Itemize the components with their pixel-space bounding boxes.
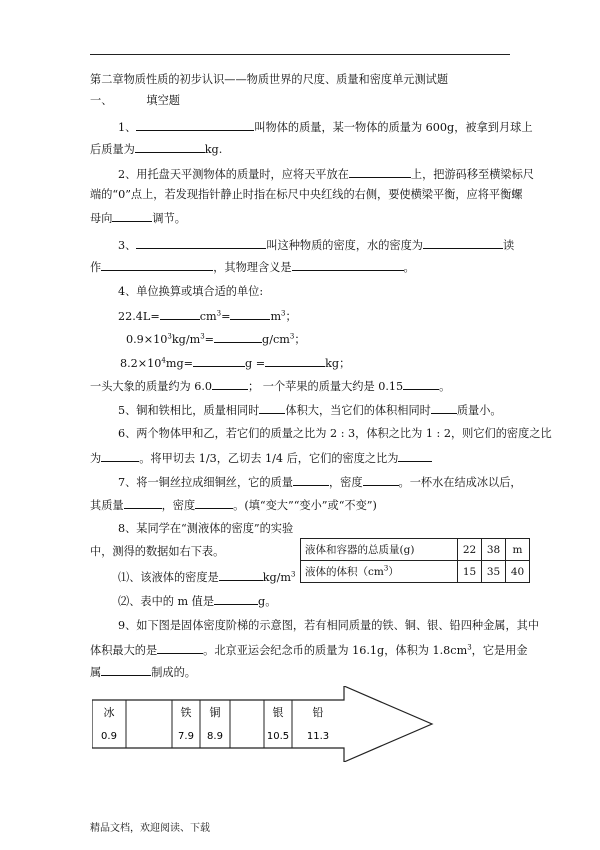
q7-line2: 其质量 ，密度 。(填“变大”“变小”或“不变”) xyxy=(90,499,377,512)
q4-intro: 4、单位换算或填合适的单位: xyxy=(118,285,264,298)
table-cell: 液体的体积$(cm^3)$ xyxy=(301,561,458,583)
q4-blank-a1[interactable] xyxy=(160,308,200,320)
table-cell: m xyxy=(506,539,530,561)
q1-line1: 1、 叫物体的质量，某一物体的质量为 600g，被拿到月球上 xyxy=(118,121,533,134)
table-cell: 38 xyxy=(482,539,506,561)
q2-line2: 端的“0”点上，若发现指针静止时指在标尺中央红线的右侧，要使横梁平衡，应将平衡螺 xyxy=(90,188,523,201)
q7-blank3[interactable] xyxy=(124,497,162,509)
q7-blank4[interactable] xyxy=(195,497,233,509)
q9-blank2[interactable] xyxy=(101,664,151,676)
q5-blank1[interactable] xyxy=(259,402,285,414)
table-cell: 22 xyxy=(458,539,482,561)
q8-blank2[interactable] xyxy=(214,593,258,605)
q4-blank-c1[interactable] xyxy=(193,355,245,367)
q1-blank1[interactable] xyxy=(136,119,254,131)
ladder-cells xyxy=(101,700,329,748)
q6-line2: 为 。将甲切去 1/3，乙切去 1/4 后，它们的密度之比为 xyxy=(90,450,432,466)
ladder-density-value: 7.9 xyxy=(178,731,194,742)
q4-blank-a2[interactable] xyxy=(230,308,270,320)
q3-blank2[interactable] xyxy=(423,237,503,249)
header-rule xyxy=(90,54,510,55)
section-heading xyxy=(90,94,180,108)
q9-blank1[interactable] xyxy=(157,642,203,654)
q4-blank-d2[interactable] xyxy=(403,378,439,390)
ladder-material-name: 铅 xyxy=(312,706,324,719)
q9-line3: 属 制成的。 xyxy=(90,666,196,679)
ladder-density-value: 10.5 xyxy=(266,731,290,742)
table-cell: 35 xyxy=(482,561,506,583)
q3-line2: 作 ，其物理含义是 。 xyxy=(90,261,415,274)
footer-note: 精品文档，欢迎阅读、下载 xyxy=(90,823,210,834)
q9-line1: 9、如下图是固体密度阶梯的示意图，若有相同质量的铁、铜、银、铅四种金属，其中 xyxy=(118,619,540,632)
section-label: 填空题 xyxy=(146,94,180,107)
q2-blank2[interactable] xyxy=(112,210,152,222)
q5-line: 5、铜和铁相比，质量相同时 体积大，当它们的体积相同时 质量小。 xyxy=(118,404,502,417)
q4-estimates: 一头大象的质量约为 6.0 ； 一个苹果的质量大约是 0.15 。 xyxy=(90,380,451,393)
table-row xyxy=(301,561,530,583)
q9-line2: 体积最大的是 。北京亚运会纪念币的质量为 16.1g，体积为 $1.8cm^3$，它是用金 xyxy=(90,643,528,657)
ladder-material-name: 铜 xyxy=(209,706,221,719)
q8-sub2: ⑵、表中的 m 值是 g。 xyxy=(118,595,277,608)
q3-blank3[interactable] xyxy=(101,259,213,271)
density-ladder-diagram xyxy=(92,686,437,762)
q7-blank2[interactable] xyxy=(363,474,399,486)
q3-line1: 3、 叫这种物质的密度，水的密度为 读 xyxy=(118,239,515,252)
ladder-material-name: 冰 xyxy=(103,706,115,719)
ladder-material-name: 铁 xyxy=(180,706,192,719)
ladder-density-value: 11.3 xyxy=(306,731,330,742)
q8-sub1: ⑴、该液体的密度是 $kg/m^3$ xyxy=(118,570,296,584)
q4-conversion-3: $8.2\times 10^4mg= g$ = kg； xyxy=(120,356,351,370)
ladder-density-value: 8.9 xyxy=(207,731,223,742)
table-cell: 40 xyxy=(506,561,530,583)
q3-blank4[interactable] xyxy=(292,259,404,271)
q2-line3: 母向 调节。 xyxy=(90,212,186,225)
table-cell: 液体和容器的总质量(g) xyxy=(301,539,458,561)
q1-blank2[interactable] xyxy=(135,141,205,153)
q7-blank1[interactable] xyxy=(293,474,329,486)
q6-blank2[interactable] xyxy=(398,450,432,462)
q4-blank-b1[interactable] xyxy=(214,331,262,343)
q6-line1: 6、两个物体甲和乙，若它们的质量之比为 2 : 3，体积之比为 1 : 2，则它们的密度之比 xyxy=(118,427,552,440)
q1-line2: 后质量为 kg. xyxy=(90,143,223,156)
q4-conversion-2: $0.9\times 10^3kg/m^3= g/cm^3$； xyxy=(126,332,306,346)
ladder-density-value: 0.9 xyxy=(101,731,117,742)
q6-blank1[interactable] xyxy=(101,450,139,462)
q5-blank2[interactable] xyxy=(431,402,457,414)
q8-line1: 8、某同学在“测液体的密度”的实验 xyxy=(118,522,294,535)
section-number: 一、 xyxy=(90,94,113,107)
q4-blank-d1[interactable] xyxy=(212,378,248,390)
document-title: 第二章物质性质的初步认识——物质世界的尺度、质量和密度单元测试题 xyxy=(90,73,449,86)
q4-conversion-1: $22.4L= cm^3= m^3$； xyxy=(118,309,297,323)
table-row xyxy=(301,539,530,561)
q3-blank1[interactable] xyxy=(136,237,266,249)
q7-line1: 7、将一铜丝拉成细铜丝，它的质量 ，密度 。一杯水在结成冰以后， xyxy=(118,476,522,489)
q2-blank1[interactable] xyxy=(349,166,411,178)
q2-line1: 2、用托盘天平测物体的质量时，应将天平放在 上，把游码移至横梁标尺 xyxy=(118,168,534,181)
ladder-arrow-outline xyxy=(92,686,432,762)
q8-blank1[interactable] xyxy=(219,569,263,581)
q4-blank-c2[interactable] xyxy=(265,355,325,367)
measurement-table xyxy=(300,538,530,583)
table-cell: 15 xyxy=(458,561,482,583)
ladder-material-name: 银 xyxy=(272,706,284,719)
q8-line2: 中，测得的数据如右下表。 xyxy=(90,545,225,558)
